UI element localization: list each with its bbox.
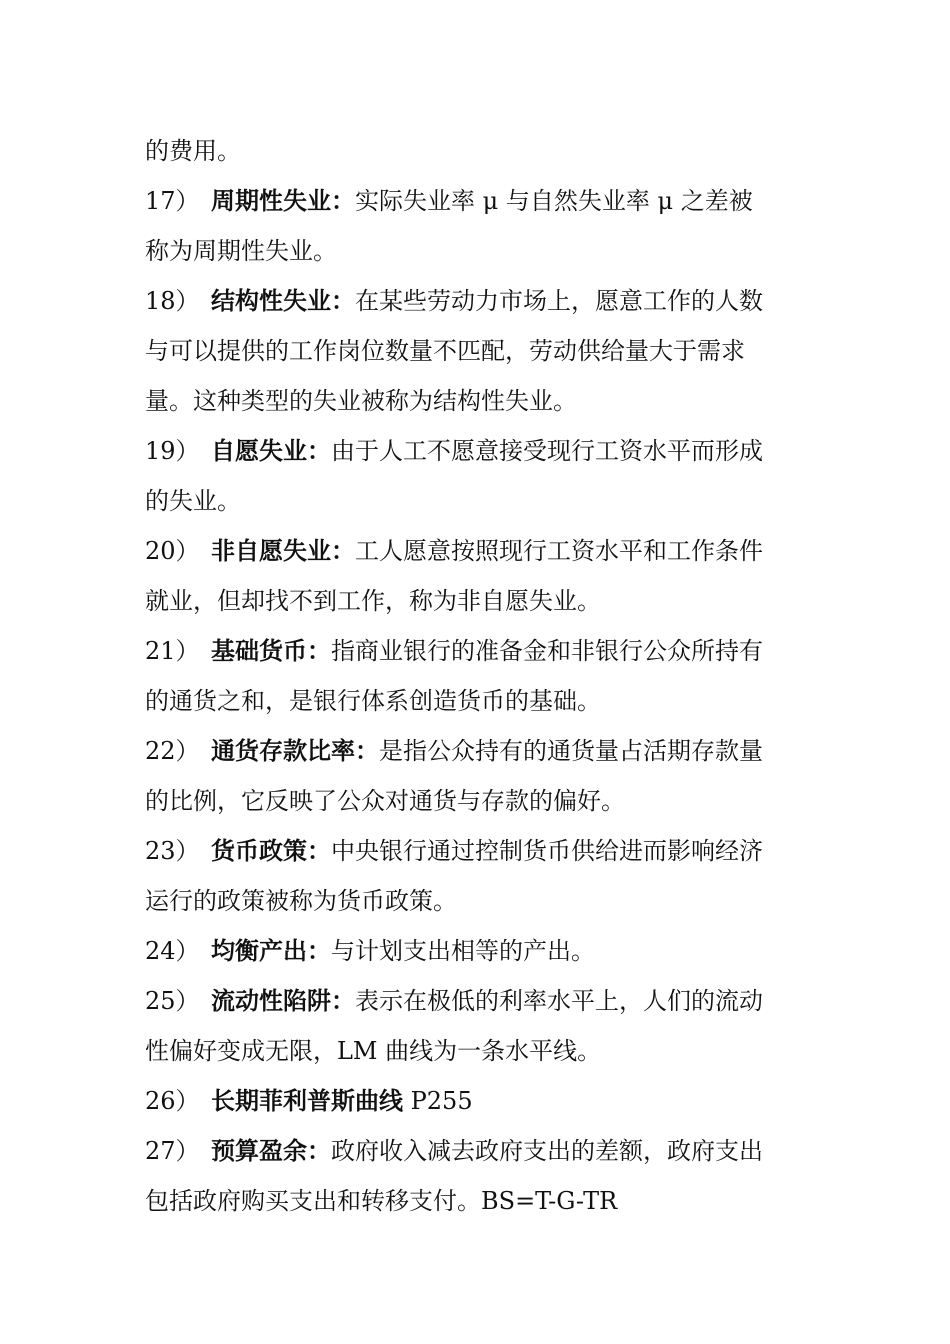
entry-text: 的费用。 — [145, 137, 241, 165]
entry-25 — [145, 986, 815, 1016]
entry-18 — [145, 286, 815, 316]
entry-text: 指商业银行的准备金和非银行公众所持有 — [331, 637, 763, 665]
entry-18-line-3 — [145, 386, 815, 416]
entry-text: 就业，但却找不到工作，称为非自愿失业。 — [145, 587, 601, 615]
entry-text: 称为周期性失业。 — [145, 237, 337, 265]
entry-text: 量。这种类型的失业被称为结构性失业。 — [145, 387, 577, 415]
entry-term: 通货存款比率 — [211, 737, 355, 765]
entry-term: 基础货币 — [211, 637, 307, 665]
entry-text: 中央银行通过控制货币供给进而影响经济 — [331, 837, 763, 865]
entry-colon: ： — [307, 837, 331, 865]
entry-24 — [145, 936, 815, 966]
entry-27-line-2 — [145, 1186, 815, 1216]
entry-term: 周期性失业 — [211, 187, 331, 215]
entry-term: 预算盈余 — [211, 1137, 307, 1165]
entry-term: 自愿失业 — [211, 437, 307, 465]
entry-number: 27） — [145, 1137, 200, 1165]
entry-colon: ： — [307, 437, 331, 465]
entry-colon: ： — [331, 987, 355, 1015]
entry-page-ref: P255 — [403, 1087, 473, 1115]
entry-text: 运行的政策被称为货币政策。 — [145, 887, 457, 915]
entry-text: 在某些劳动力市场上，愿意工作的人数 — [355, 287, 763, 315]
entry-25-line-2 — [145, 1036, 815, 1066]
entry-term: 非自愿失业 — [211, 537, 331, 565]
entry-19-line-2 — [145, 486, 815, 516]
entry-term: 货币政策 — [211, 837, 307, 865]
entry-colon: ： — [307, 937, 331, 965]
entry-colon: ： — [355, 737, 379, 765]
entry-number: 20） — [145, 537, 200, 565]
entry-number: 19） — [145, 437, 200, 465]
entry-17 — [145, 186, 815, 216]
entry-number: 26） — [145, 1087, 200, 1115]
entry-colon: ： — [331, 187, 355, 215]
entry-term: 结构性失业 — [211, 287, 331, 315]
entry-colon: ： — [331, 537, 355, 565]
entry-term: 均衡产出 — [211, 937, 307, 965]
entry-27 — [145, 1136, 815, 1166]
entry-text: 由于人工不愿意接受现行工资水平而形成 — [331, 437, 763, 465]
entry-23 — [145, 836, 815, 866]
entry-text: 是指公众持有的通货量占活期存款量 — [379, 737, 763, 765]
entry-number: 25） — [145, 987, 200, 1015]
entry-text: 政府收入减去政府支出的差额，政府支出 — [331, 1137, 763, 1165]
entry-number: 24） — [145, 937, 200, 965]
entry-text: 与计划支出相等的产出。 — [331, 937, 595, 965]
entry-colon: ： — [307, 637, 331, 665]
entry-20 — [145, 536, 815, 566]
entry-text: 实际失业率 μ 与自然失业率 μ 之差被 — [355, 187, 753, 215]
entry-text: 的比例，它反映了公众对通货与存款的偏好。 — [145, 787, 625, 815]
entry-text: 表示在极低的利率水平上，人们的流动 — [355, 987, 763, 1015]
entry-text: 的通货之和，是银行体系创造货币的基础。 — [145, 687, 601, 715]
entry-number: 23） — [145, 837, 200, 865]
entry-text: 的失业。 — [145, 487, 241, 515]
entry-20-line-2 — [145, 586, 815, 616]
entry-16-continuation — [145, 136, 815, 166]
entry-26 — [145, 1086, 815, 1116]
entry-text: 性偏好变成无限，LM 曲线为一条水平线。 — [145, 1037, 602, 1065]
entry-22 — [145, 736, 815, 766]
entry-22-line-2 — [145, 786, 815, 816]
entry-text: 包括政府购买支出和转移支付。BS=T-G-TR — [145, 1187, 618, 1215]
entry-18-line-2 — [145, 336, 815, 366]
entry-number: 18） — [145, 287, 200, 315]
entry-number: 21） — [145, 637, 200, 665]
entry-colon: ： — [307, 1137, 331, 1165]
entry-term: 长期菲利普斯曲线 — [211, 1087, 403, 1115]
entry-text: 与可以提供的工作岗位数量不匹配，劳动供给量大于需求 — [145, 337, 745, 365]
entry-number: 17） — [145, 187, 200, 215]
entry-17-line-2 — [145, 236, 815, 266]
entry-colon: ： — [331, 287, 355, 315]
entry-number: 22） — [145, 737, 200, 765]
entry-term: 流动性陷阱 — [211, 987, 331, 1015]
entry-text: 工人愿意按照现行工资水平和工作条件 — [355, 537, 763, 565]
entry-23-line-2 — [145, 886, 815, 916]
entry-21-line-2 — [145, 686, 815, 716]
entry-19 — [145, 436, 815, 466]
entry-21 — [145, 636, 815, 666]
